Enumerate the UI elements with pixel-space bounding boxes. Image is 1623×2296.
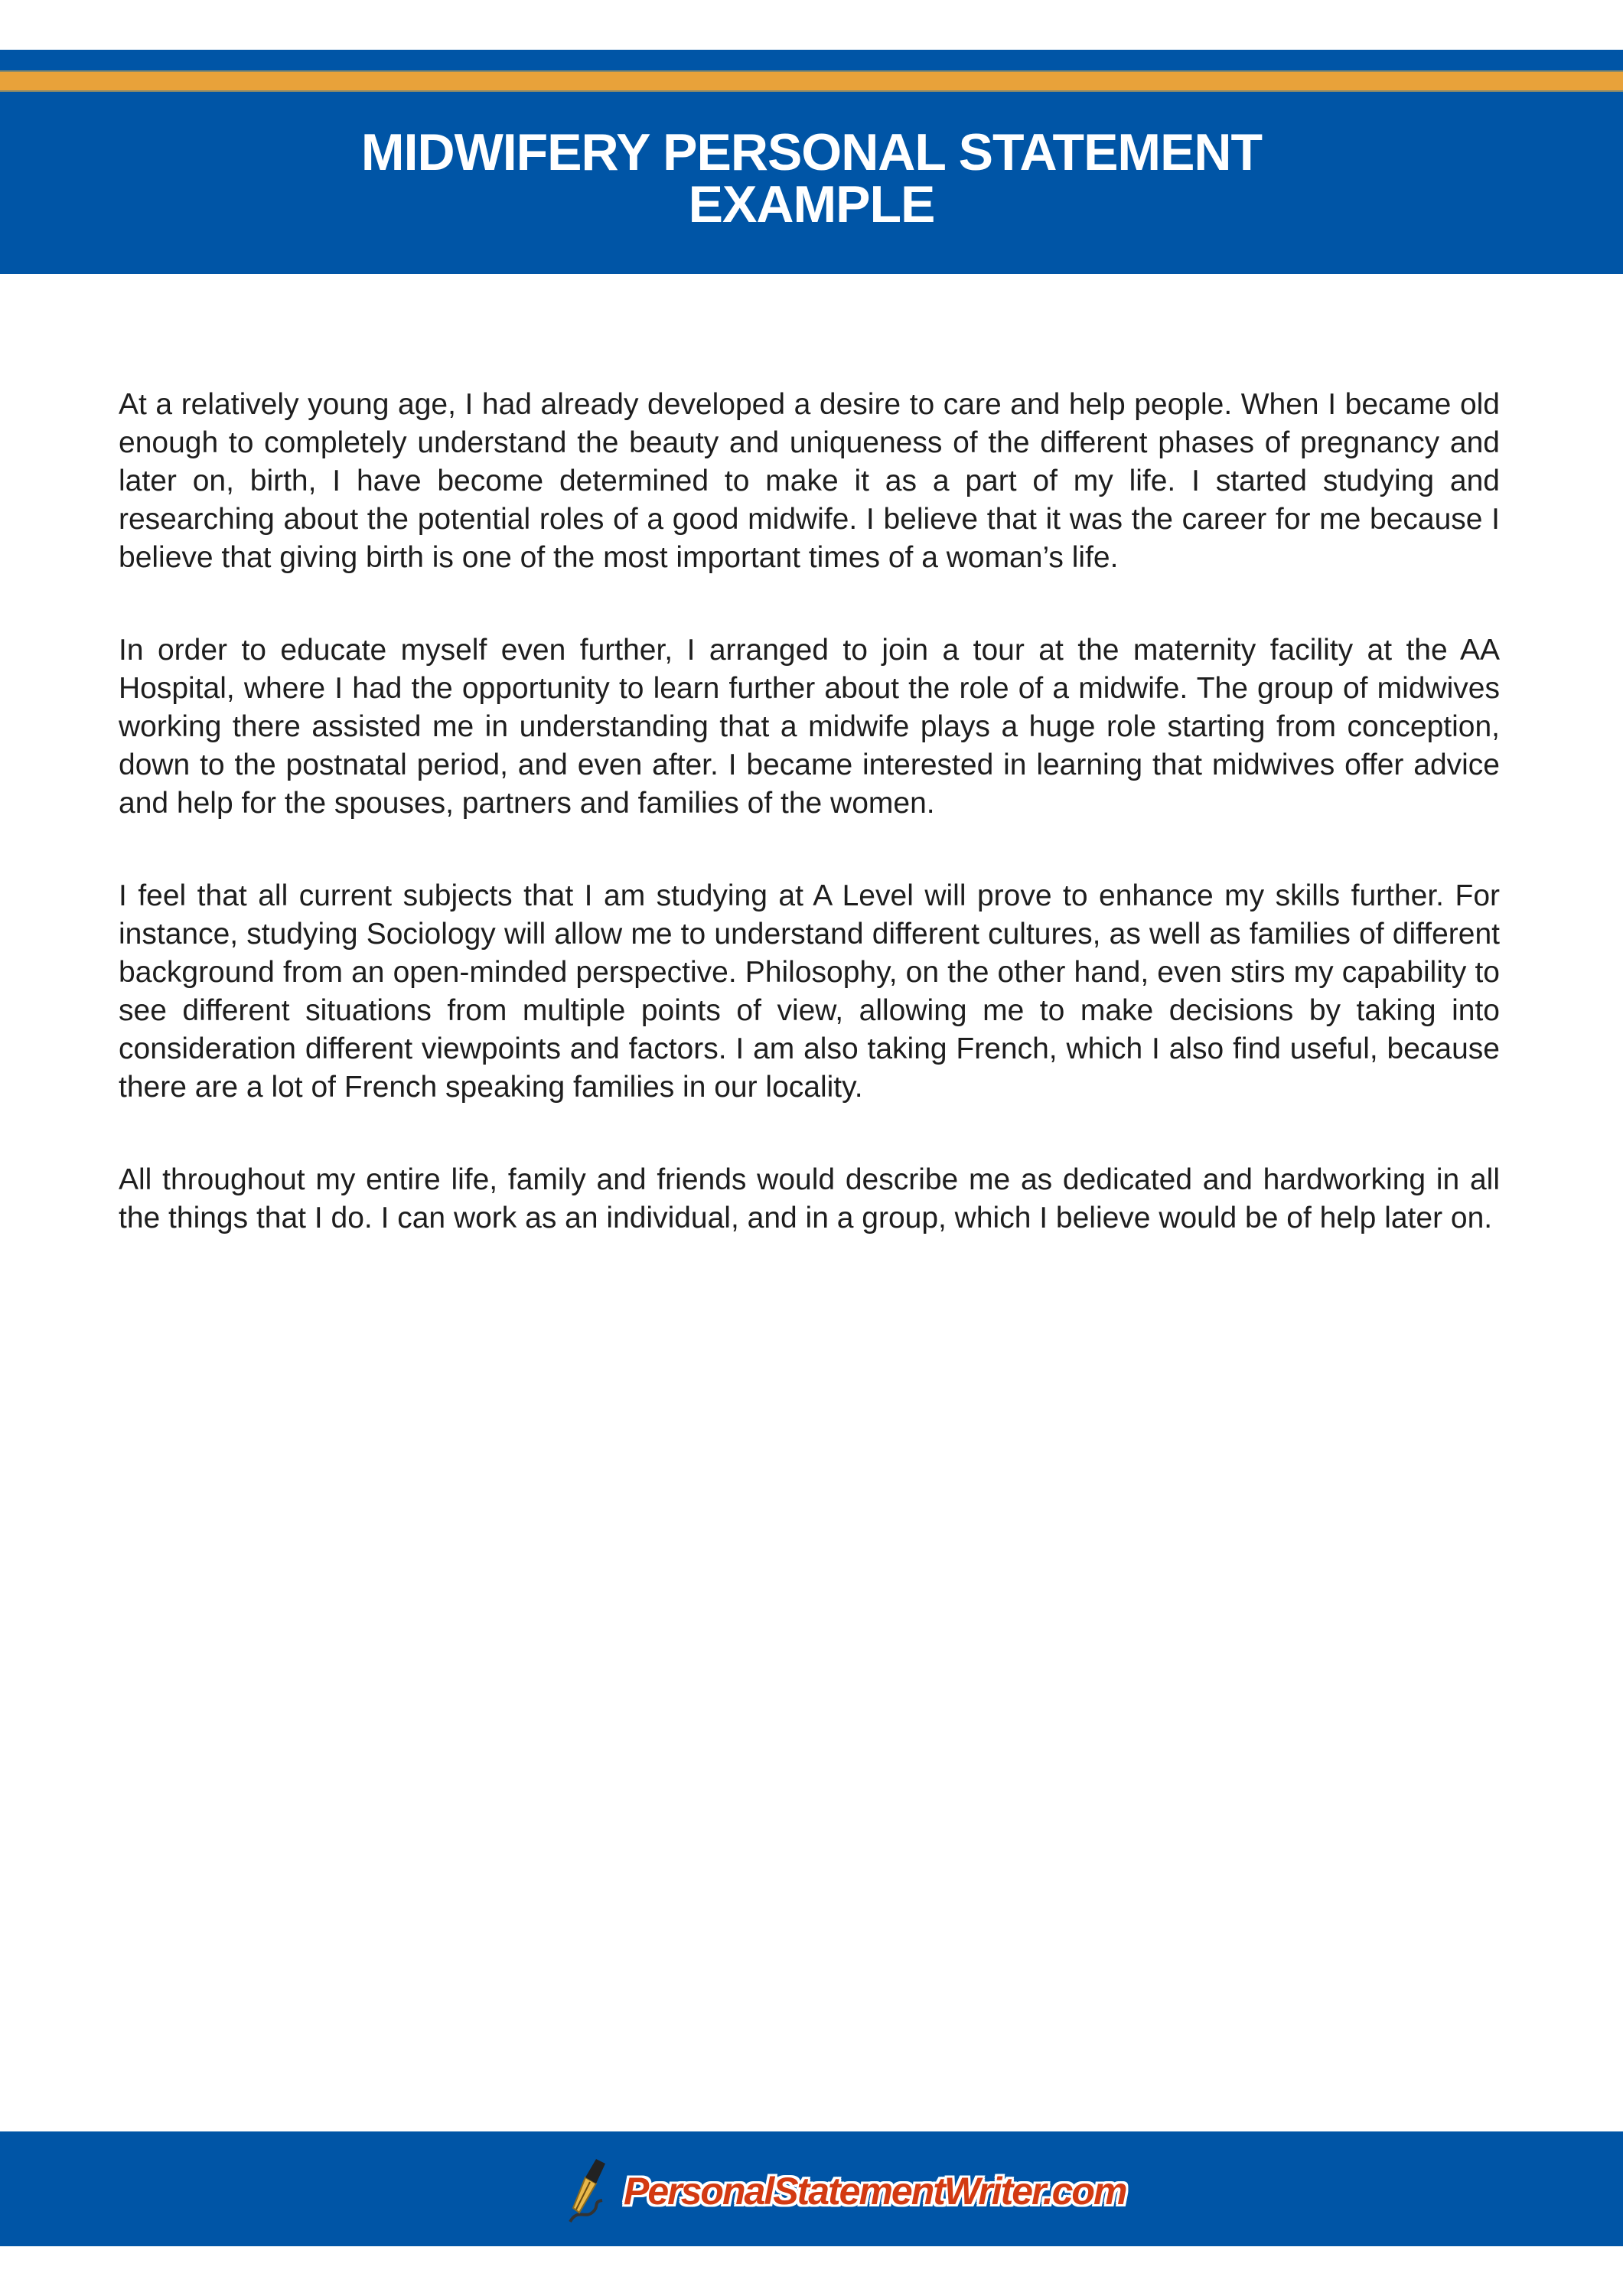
- footer-banner: [0, 2131, 1623, 2246]
- title-line-2: EXAMPLE: [688, 175, 935, 233]
- orange-stripe: [0, 70, 1623, 92]
- statement-body: [119, 386, 1500, 1292]
- title-line-1: MIDWIFERY PERSONAL STATEMENT: [360, 123, 1263, 181]
- fountain-pen-icon: [562, 2154, 624, 2227]
- paragraph-3: I feel that all current subjects that I am studying at A Level will prove to enhance my skills further. For instance, studying Sociology will allow me to understand different cultures, as well as families of different background from an open-minded perspective. Philosophy, on the other hand, even stirs my capability to see different situations from multiple points of view, allowing me to make decisions by taking into consideration different viewpoints and factors. I am also taking French, which I also find useful, because there are a lot of French speaking families in our locality.: [119, 879, 1500, 1104]
- logo-text: PersonalStatementWriter.com: [624, 2169, 1126, 2213]
- site-logo[interactable]: [562, 2154, 1126, 2227]
- paragraph-4: All throughout my entire life, family and friends would describe me as dedicated and hardworking in all the things that I do. I can work as an individual, and in a group, which I believe would be of help later on.: [119, 1163, 1500, 1234]
- header-banner: [0, 50, 1623, 274]
- paragraph-2: In order to educate myself even further, I arranged to join a tour at the maternity facility at the AA Hospital, where I had the opportunity to learn further about the role of a midwife. The group of midwives working there assisted me in understanding that a midwife plays a huge role starting from conception, down to the postnatal period, and even after. I became interested in learning that midwives offer advice and help for the spouses, partners and families of the women.: [119, 634, 1500, 820]
- paragraph-1: At a relatively young age, I had already developed a desire to care and help people. When I became old enough to completely understand the beauty and uniqueness of the different phases of pregnancy and later on, birth, I have become determined to make it as a part of my life. I started studying and researching about the potential roles of a good midwife. I believe that it was the career for me because I believe that giving birth is one of the most important times of a woman’s life.: [119, 388, 1500, 574]
- page-title: [0, 123, 1623, 233]
